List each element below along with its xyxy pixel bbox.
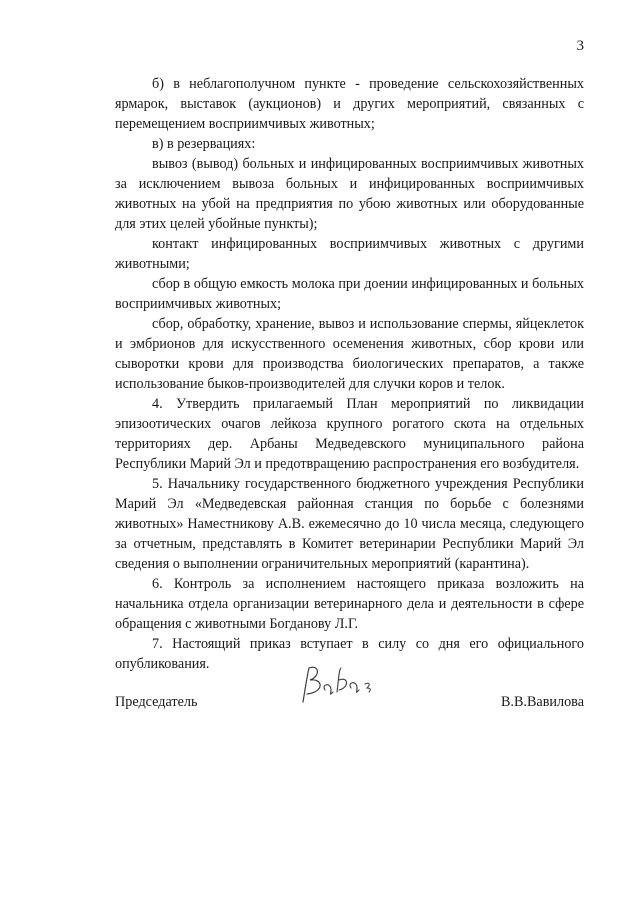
paragraph-semen-collection: сбор, обработку, хранение, вывоз и использование спермы, яйцеклеток и эмбрионов для искусственного осеменения животных, сбор крови или сыворотки крови для производства биологических препаратов, а также использование быков-производителей для случки коров и телок. — [115, 316, 584, 392]
signer-name: В.В.Вавилова — [500, 694, 584, 710]
paragraph-contact-animals: контакт инфицированных восприимчивых животных с другими животными; — [115, 236, 584, 272]
paragraph-removal-of-animals: вывоз (вывод) больных и инфицированных восприимчивых животных за исключением вывоза больных и инфицированных восприимчивых животных на убой на предприятия по убою животных или оборудованные для этих целей убойные пункты); — [115, 156, 584, 232]
paragraph-item-6-control: 6. Контроль за исполнением настоящего приказа возложить на начальника отдела организации ветеринарного дела и деятельности в сфере обращения с животными Богданову Л.Г. — [115, 576, 584, 632]
paragraph-b-unfavorable-point: б) в неблагополучном пункте - проведение сельскохозяйственных ярмарок, выставок (аукционов) и других мероприятий, связанных с перемещением восприимчивых животных; — [115, 76, 584, 132]
signer-title: Председатель — [115, 694, 198, 710]
page-number: 3 — [576, 38, 584, 54]
document-body — [115, 74, 584, 674]
paragraph-item-5-report: 5. Начальнику государственного бюджетного учреждения Республики Марий Эл «Медведевская районная станция по борьбе с болезнями животных» Наместникову А.В. ежемесячно до 10 числа месяца, следующего за отчетным, представлять в Комитет ветеринарии Республики Марий Эл сведения о выполнении ограничительных мероприятий (карантина). — [115, 476, 584, 572]
paragraph-item-4-plan: 4. Утвердить прилагаемый План мероприятий по ликвидации эпизоотических очагов лейкоза крупного рогатого скота на отдельных территориях дер. Арбаны Медведевского муниципального района Республики Марий Эл и предотвращению распространения его возбудителя. — [115, 396, 584, 472]
paragraph-milk-collection: сбор в общую емкость молока при доении инфицированных и больных восприимчивых животных; — [115, 276, 584, 312]
paragraph-v-reservations: в) в резервациях: — [152, 136, 256, 152]
handwritten-signature — [295, 662, 375, 710]
signature-block — [115, 688, 584, 722]
paragraph-item-7-effective: 7. Настоящий приказ вступает в силу со дня его официального опубликования. — [115, 636, 584, 672]
